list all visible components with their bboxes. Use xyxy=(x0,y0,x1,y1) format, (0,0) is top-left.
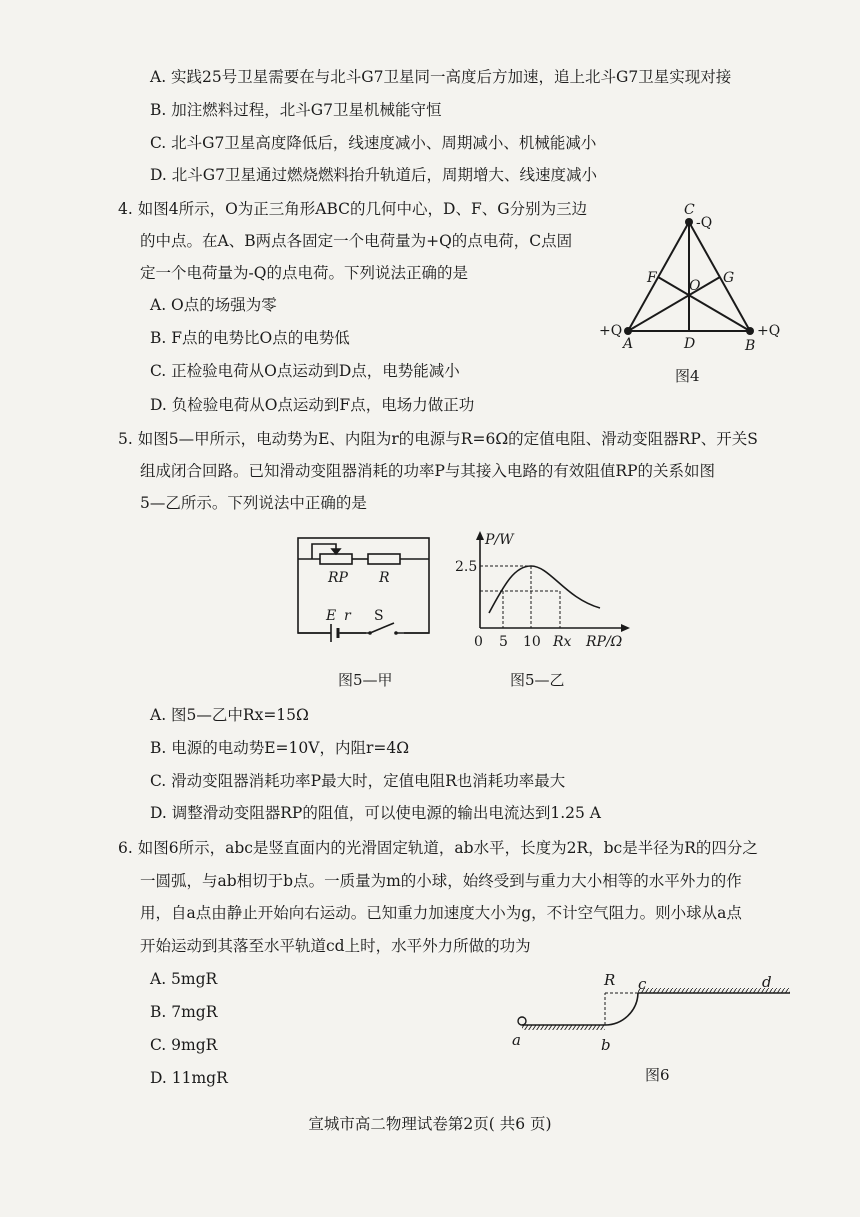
label-a: A xyxy=(623,336,634,352)
q3-option-c: C. 北斗G7卫星高度降低后，线速度减小、周期减小、机械能减小 xyxy=(150,134,597,152)
q4-stem-line-1: 4. 如图4所示，O为正三角形ABC的几何中心，D、F、G分别为三边 xyxy=(118,200,588,218)
q6-stem-line-1: 6. 如图6所示，abc是竖直面内的光滑固定轨道，ab水平，长度为2R，bc是半径为R的四分之 xyxy=(118,839,758,857)
graph-x-tick-10: 10 xyxy=(523,634,541,650)
label-rp: RP xyxy=(328,570,348,586)
q4-option-b: B. F点的电势比O点的电势低 xyxy=(150,329,350,347)
label-emf: E xyxy=(326,608,337,624)
figure-5a-caption: 图5—甲 xyxy=(338,671,393,689)
q6-option-d: D. 11mgR xyxy=(150,1069,228,1087)
q3-option-b: B. 加注燃料过程，北斗G7卫星机械能守恒 xyxy=(150,101,442,119)
charge-c-dot xyxy=(685,218,693,226)
label-point-b: b xyxy=(601,1036,611,1054)
ball xyxy=(518,1017,526,1025)
label-c: C xyxy=(684,202,695,218)
label-d: D xyxy=(684,336,696,352)
q5-option-d: D. 调整滑动变阻器RP的阻值，可以使电源的输出电流达到1.25 A xyxy=(150,804,601,822)
q5-stem-line-2: 组成闭合回路。已知滑动变阻器消耗的功率P与其接入电路的有效阻值RP的关系如图 xyxy=(140,462,716,480)
q4-option-d: D. 负检验电荷从O点运动到F点，电场力做正功 xyxy=(150,396,475,414)
q6-stem-line-3: 用，自a点由静止开始向右运动。已知重力加速度大小为g，不计空气阻力。则小球从a点 xyxy=(140,904,742,922)
label-radius: R xyxy=(604,971,616,989)
q5-option-c: C. 滑动变阻器消耗功率P最大时，定值电阻R也消耗功率最大 xyxy=(150,772,566,790)
figure-6-track xyxy=(500,965,800,1090)
q4-option-c: C. 正检验电荷从O点运动到D点，电势能减小 xyxy=(150,362,460,380)
figure-4-triangle xyxy=(595,195,795,390)
graph-x-tick-5: 5 xyxy=(499,634,508,650)
graph-x-label: RP/Ω xyxy=(586,634,623,650)
charge-b-dot xyxy=(746,327,754,335)
label-f: F xyxy=(647,270,657,286)
label-o: O xyxy=(689,278,701,294)
label-b: B xyxy=(745,338,756,354)
figure-4-caption: 图4 xyxy=(675,367,700,385)
q6-option-c: C. 9mgR xyxy=(150,1036,218,1054)
label-switch: S xyxy=(374,608,384,624)
page-footer: 宣城市高二物理试卷第2页( 共6 页) xyxy=(308,1115,552,1133)
figure-5b-graph xyxy=(455,528,635,698)
power-curve xyxy=(489,566,600,613)
q4-stem-line-2: 的中点。在A、B两点各固定一个电荷量为+Q的点电荷，C点固 xyxy=(140,232,573,250)
q3-option-d: D. 北斗G7卫星通过燃烧燃料抬升轨道后，周期增大、线速度减小 xyxy=(150,166,597,184)
graph-y-label: P/W xyxy=(485,532,514,548)
graph-x-tick-rx: Rx xyxy=(553,634,572,650)
graph-y-tick: 2.5 xyxy=(455,559,478,575)
label-point-c: c xyxy=(638,975,647,993)
charge-a-dot xyxy=(624,327,632,335)
figure-5a-circuit xyxy=(290,530,440,695)
q4-option-a: A. O点的场强为零 xyxy=(150,296,277,314)
q6-option-b: B. 7mgR xyxy=(150,1003,218,1021)
q5-stem-line-3: 5—乙所示。下列说法中正确的是 xyxy=(140,494,367,512)
label-g: G xyxy=(723,270,735,286)
q6-stem-line-2: 一圆弧，与ab相切于b点。一质量为m的小球，始终受到与重力大小相等的水平外力的作 xyxy=(140,872,742,890)
q5-stem-line-1: 5. 如图5—甲所示，电动势为E、内阻为r的电源与R=6Ω的定值电阻、滑动变阻器RP、开关S xyxy=(118,430,758,448)
q6-option-a: A. 5mgR xyxy=(150,970,218,988)
figure-5b-caption: 图5—乙 xyxy=(510,671,565,689)
q5-option-b: B. 电源的电动势E=10V，内阻r=4Ω xyxy=(150,739,410,757)
label-point-a: a xyxy=(512,1031,521,1049)
q6-stem-line-4: 开始运动到其落至水平轨道cd上时，水平外力所做的功为 xyxy=(140,937,531,955)
graph-x-tick-0: 0 xyxy=(474,634,483,650)
label-pos-q-b: +Q xyxy=(757,323,781,339)
label-neg-q: -Q xyxy=(696,215,713,231)
label-pos-q-a: +Q xyxy=(599,323,623,339)
label-r-resistor: R xyxy=(379,570,390,586)
q3-option-a: A. 实践25号卫星需要在与北斗G7卫星同一高度后方加速，追上北斗G7卫星实现对接 xyxy=(150,68,732,86)
label-point-d: d xyxy=(762,973,772,991)
q5-option-a: A. 图5—乙中Rx=15Ω xyxy=(150,706,309,724)
q4-stem-line-3: 定一个电荷量为-Q的点电荷。下列说法正确的是 xyxy=(140,264,468,282)
figure-6-caption: 图6 xyxy=(645,1066,670,1084)
label-internal-r: r xyxy=(344,608,351,624)
